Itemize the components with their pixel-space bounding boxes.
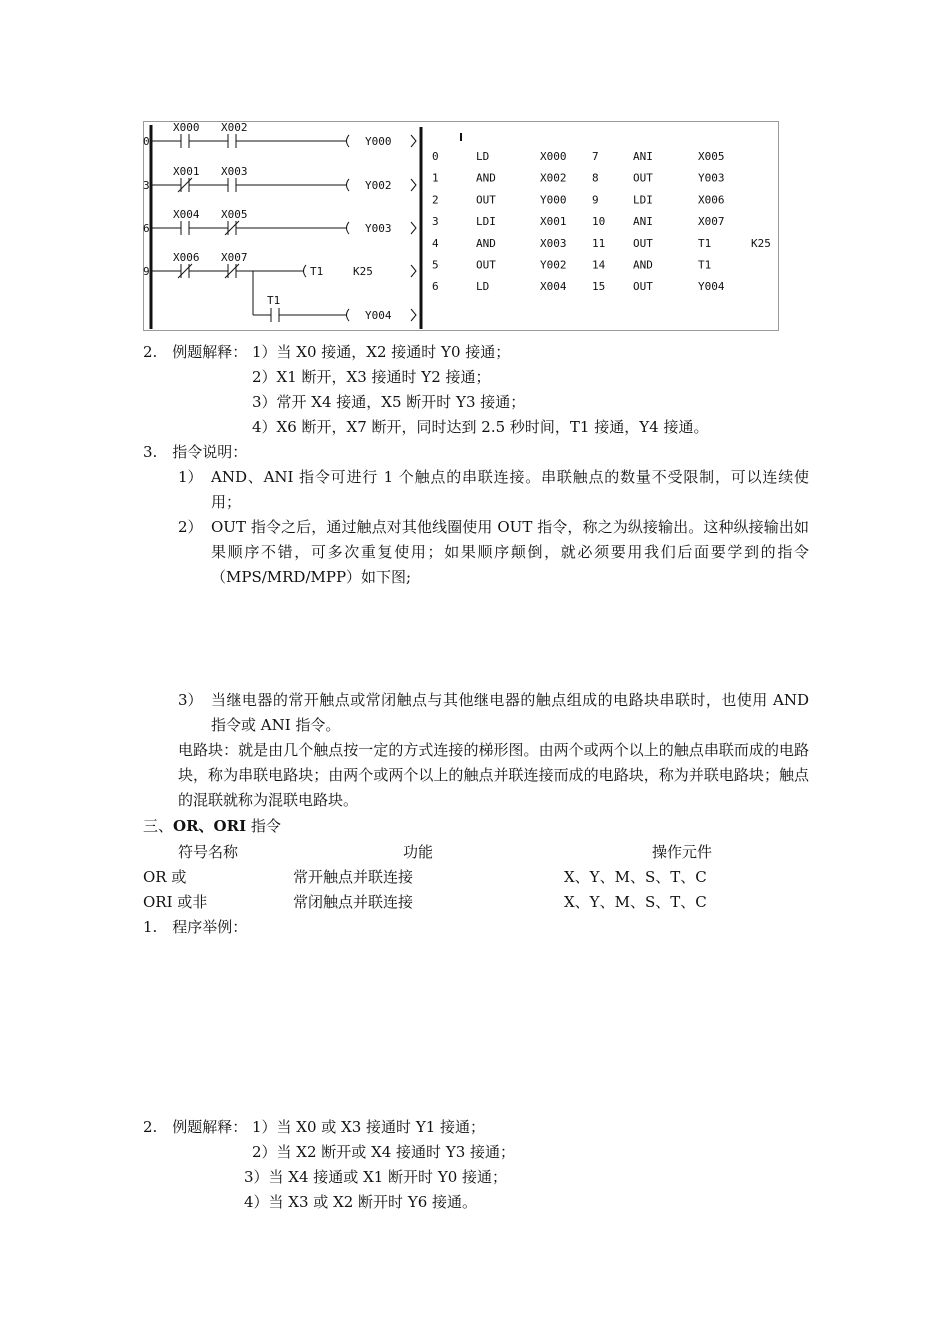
instr-op: OUT — [633, 280, 653, 294]
instr-step: 1 — [432, 171, 439, 185]
instr-step: 15 — [592, 280, 606, 294]
example2-label: 2. 例题解释： — [143, 1118, 248, 1136]
instr-operand: X007 — [698, 215, 725, 229]
example2-line: 2）当 X2 断开或 X4 接通时 Y3 接通； — [252, 1143, 516, 1161]
list-number: 1） — [178, 468, 203, 486]
instr-operand: Y004 — [698, 280, 725, 294]
contact-label: X006 — [173, 251, 200, 264]
rung-step-number: 9 — [143, 265, 150, 278]
title-bold: OR、ORI — [173, 817, 247, 835]
instr-operand: X006 — [698, 193, 725, 207]
example1-line: 4）X6 断开，X7 断开，同时达到 2.5 秒时间，T1 接通，Y4 接通。 — [252, 418, 709, 436]
instruction-list — [432, 150, 771, 293]
list-item-text: OUT 指令之后，通过触点对其他线圈使用 OUT 指令，称之为纵接输出。这种纵接输出如果顺序不错，可多次重复使用；如果顺序颠倒，就必须要用我们后面要学到的指令（MPS/MRD/MPP）如下图; — [211, 518, 809, 586]
rung-step-number: 0 — [143, 135, 150, 148]
section3-title: 3. 指令说明： — [143, 443, 248, 461]
instr-operand: Y002 — [540, 258, 567, 272]
instr-operand: T1 — [698, 258, 712, 272]
coil-label: Y000 — [365, 135, 392, 148]
table-cell: X、Y、M、S、T、C — [564, 868, 707, 886]
instr-op: LDI — [633, 193, 653, 207]
instr-operand: X005 — [698, 150, 725, 163]
instr-operand: X002 — [540, 171, 567, 185]
contact-label: X002 — [221, 121, 248, 134]
list-item-text: 当继电器的常开触点或常闭触点与其他继电器的触点组成的电路块串联时，也使用 AND 指令或 ANI 指令。 — [211, 691, 809, 734]
instr-op: OUT — [633, 171, 653, 185]
instr-op: AND — [476, 236, 496, 250]
table-header-operands: 操作元件 — [652, 843, 713, 861]
instr-step: 4 — [432, 236, 439, 250]
instr-step: 11 — [592, 236, 606, 250]
table-cell: OR 或 — [143, 868, 187, 886]
ladder-rung-6 — [143, 208, 416, 235]
contact-label: X003 — [221, 165, 248, 178]
ladder-diagram-figure — [143, 121, 779, 331]
table-cell: 常闭触点并联连接 — [293, 893, 414, 911]
instr-op: OUT — [633, 236, 653, 250]
instr-op: ANI — [633, 150, 653, 163]
contact-label: X000 — [173, 121, 200, 134]
instr-operand: T1 — [698, 236, 712, 250]
instr-operand: X004 — [540, 280, 567, 294]
instr-op: AND — [633, 258, 653, 272]
table-cell: 常开触点并联连接 — [293, 868, 414, 886]
instr-op: LDI — [476, 215, 496, 229]
table-header-symbol: 符号名称 — [178, 843, 239, 861]
instr-op: AND — [476, 171, 496, 185]
ladder-rung-3 — [143, 165, 416, 192]
instr-step: 14 — [592, 258, 606, 272]
instr-op: LD — [476, 150, 490, 163]
instr-operand: X001 — [540, 215, 567, 229]
instr-operand: Y000 — [540, 193, 567, 207]
list-item-text: AND、ANI 指令可进行 1 个触点的串联连接。串联触点的数量不受限制，可以连续使用； — [211, 468, 809, 511]
instr-step: 0 — [432, 150, 439, 163]
coil-label: Y002 — [365, 179, 392, 192]
contact-label: X001 — [173, 165, 200, 178]
example2-line: 3）当 X4 接通或 X1 断开时 Y0 接通； — [244, 1168, 508, 1186]
example1-label: 2. 例题解释： — [143, 343, 248, 361]
table-cell: X、Y、M、S、T、C — [564, 893, 707, 911]
table-header-function: 功能 — [403, 843, 434, 861]
title-suffix: 指令 — [246, 817, 281, 835]
instr-op: OUT — [476, 258, 496, 272]
instr-operand: X000 — [540, 150, 567, 163]
title-prefix: 三、 — [143, 817, 174, 835]
rung-step-number: 6 — [143, 222, 150, 235]
example1-line: 2）X1 断开，X3 接通时 Y2 接通； — [252, 368, 491, 386]
circuit-block-definition: 电路块：就是由几个触点按一定的方式连接的梯形图。由两个或两个以上的触点串联而成的电路块，称为串联电路块；由两个或两个以上的触点并联连接而成的电路块，称为并联电路块；触点的混联就称为混联电路块。 — [178, 741, 809, 809]
coil-label: Y003 — [365, 222, 392, 235]
contact-label: T1 — [267, 294, 281, 307]
instr-step: 2 — [432, 193, 439, 207]
timer-setting: K25 — [353, 265, 373, 278]
instr-step: 9 — [592, 193, 599, 207]
instr-op: LD — [476, 280, 490, 294]
list-number: 2） — [178, 518, 203, 536]
instr-param: K25 — [751, 236, 771, 250]
rung-step-number: 3 — [143, 179, 150, 192]
instr-operand: X003 — [540, 236, 567, 250]
instr-step: 6 — [432, 280, 439, 294]
instr-step: 3 — [432, 215, 439, 229]
contact-label: X007 — [221, 251, 248, 264]
contact-label: X005 — [221, 208, 248, 221]
coil-label: Y004 — [365, 309, 392, 322]
example1-line: 3）常开 X4 接通，X5 断开时 Y3 接通； — [252, 393, 526, 411]
instr-step: 5 — [432, 258, 439, 272]
instr-step: 10 — [592, 215, 606, 229]
ladder-rung-0 — [143, 121, 416, 148]
contact-label: X004 — [173, 208, 200, 221]
table-cell: ORI 或非 — [143, 893, 208, 911]
or-section-title — [143, 816, 281, 836]
instr-step: 8 — [592, 171, 599, 185]
example2-line: 1）当 X0 或 X3 接通时 Y1 接通； — [252, 1118, 486, 1136]
instr-operand: Y003 — [698, 171, 725, 185]
program-example-heading: 1. 程序举例： — [143, 918, 248, 936]
example2-line: 4）当 X3 或 X2 断开时 Y6 接通。 — [244, 1193, 478, 1211]
instr-op: OUT — [476, 193, 496, 207]
instr-step: 7 — [592, 150, 599, 163]
list-number: 3） — [178, 691, 203, 709]
instr-op: ANI — [633, 215, 653, 229]
example1-line: 1）当 X0 接通，X2 接通时 Y0 接通； — [252, 343, 511, 361]
timer-coil-label: T1 — [310, 265, 324, 278]
ladder-rung-9 — [143, 251, 416, 322]
